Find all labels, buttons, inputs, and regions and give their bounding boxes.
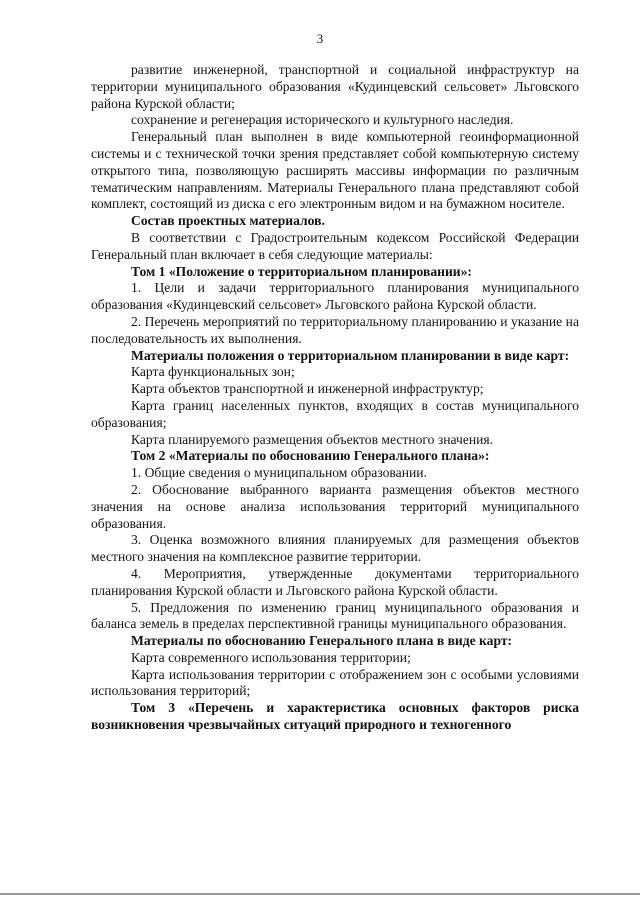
document-body bbox=[91, 62, 579, 734]
page-number: 3 bbox=[316, 31, 324, 46]
list-item: 3. Оценка возможного влияния планируемых для размещения объектов местного значения на комплексное развитие территории. bbox=[91, 532, 579, 565]
paragraph: Генеральный план выполнен в виде компьютерной геоинформационной системы и с технической точки зрения представляет собой компьютерную систему открытого типа, позволяющую расширять массивы информации по различным тематическим направлениям. Материалы Генерального плана представляют собой комплект, состоящий из диска с его электронным видом и на бумажном носителе. bbox=[91, 129, 579, 212]
list-item: Карта планируемого размещения объектов местного значения. bbox=[131, 431, 494, 447]
list-item: Карта функциональных зон; bbox=[131, 364, 295, 380]
list-item: 5. Предложения по изменению границ муниципального образования и баланса земель в пределах перспективной границы муниципального образования. bbox=[91, 599, 579, 632]
volume-heading: Том 2 «Материалы по обоснованию Генерального плана»: bbox=[131, 448, 490, 464]
list-item: 2. Перечень мероприятий по территориальному планированию и указание на последовательность их выполнения. bbox=[91, 313, 579, 346]
list-item: 4. Мероприятия, утвержденные документами территориального планирования Курской области и Льговского района Курской области. bbox=[91, 565, 579, 598]
page-bottom-edge bbox=[0, 893, 640, 895]
list-item: Карта объектов транспортной и инженерной инфраструктур; bbox=[131, 381, 484, 397]
list-item: 1. Общие сведения о муниципальном образовании. bbox=[131, 465, 427, 481]
section-heading: Состав проектных материалов. bbox=[131, 213, 325, 229]
section-heading: Материалы положения о территориальном планировании в виде карт: bbox=[131, 347, 570, 363]
paragraph: В соответствии с Градостроительным кодексом Российской Федерации Генеральный план включает в себя следующие материалы: bbox=[91, 229, 579, 262]
list-item: Карта границ населенных пунктов, входящих в состав муниципального образования; bbox=[91, 397, 579, 430]
list-item: Карта использования территории с отображением зон с особыми условиями использования территорий; bbox=[91, 666, 579, 699]
volume-heading: Том 3 «Перечень и характеристика основных факторов риска возникновения чрезвычайных ситуаций природного и техногенного bbox=[91, 700, 579, 733]
list-item: 1. Цели и задачи территориального планирования муниципального образования «Кудинцевский сельсовет» Льговского района Курской области. bbox=[91, 280, 579, 313]
section-heading: Материалы по обоснованию Генерального плана в виде карт: bbox=[131, 633, 513, 649]
paragraph: сохранение и регенерация исторического и культурного наследия. bbox=[131, 112, 514, 128]
volume-heading: Том 1 «Положение о территориальном планировании»: bbox=[131, 263, 472, 279]
list-item: 2. Обоснование выбранного варианта размещения объектов местного значения на основе анализа использования территорий муниципального образования. bbox=[91, 481, 579, 531]
list-item: Карта современного использования территории; bbox=[131, 649, 411, 665]
paragraph: развитие инженерной, транспортной и социальной инфраструктур на территории муниципального образования «Кудинцевский сельсовет» Льговского района Курской области; bbox=[91, 62, 579, 111]
